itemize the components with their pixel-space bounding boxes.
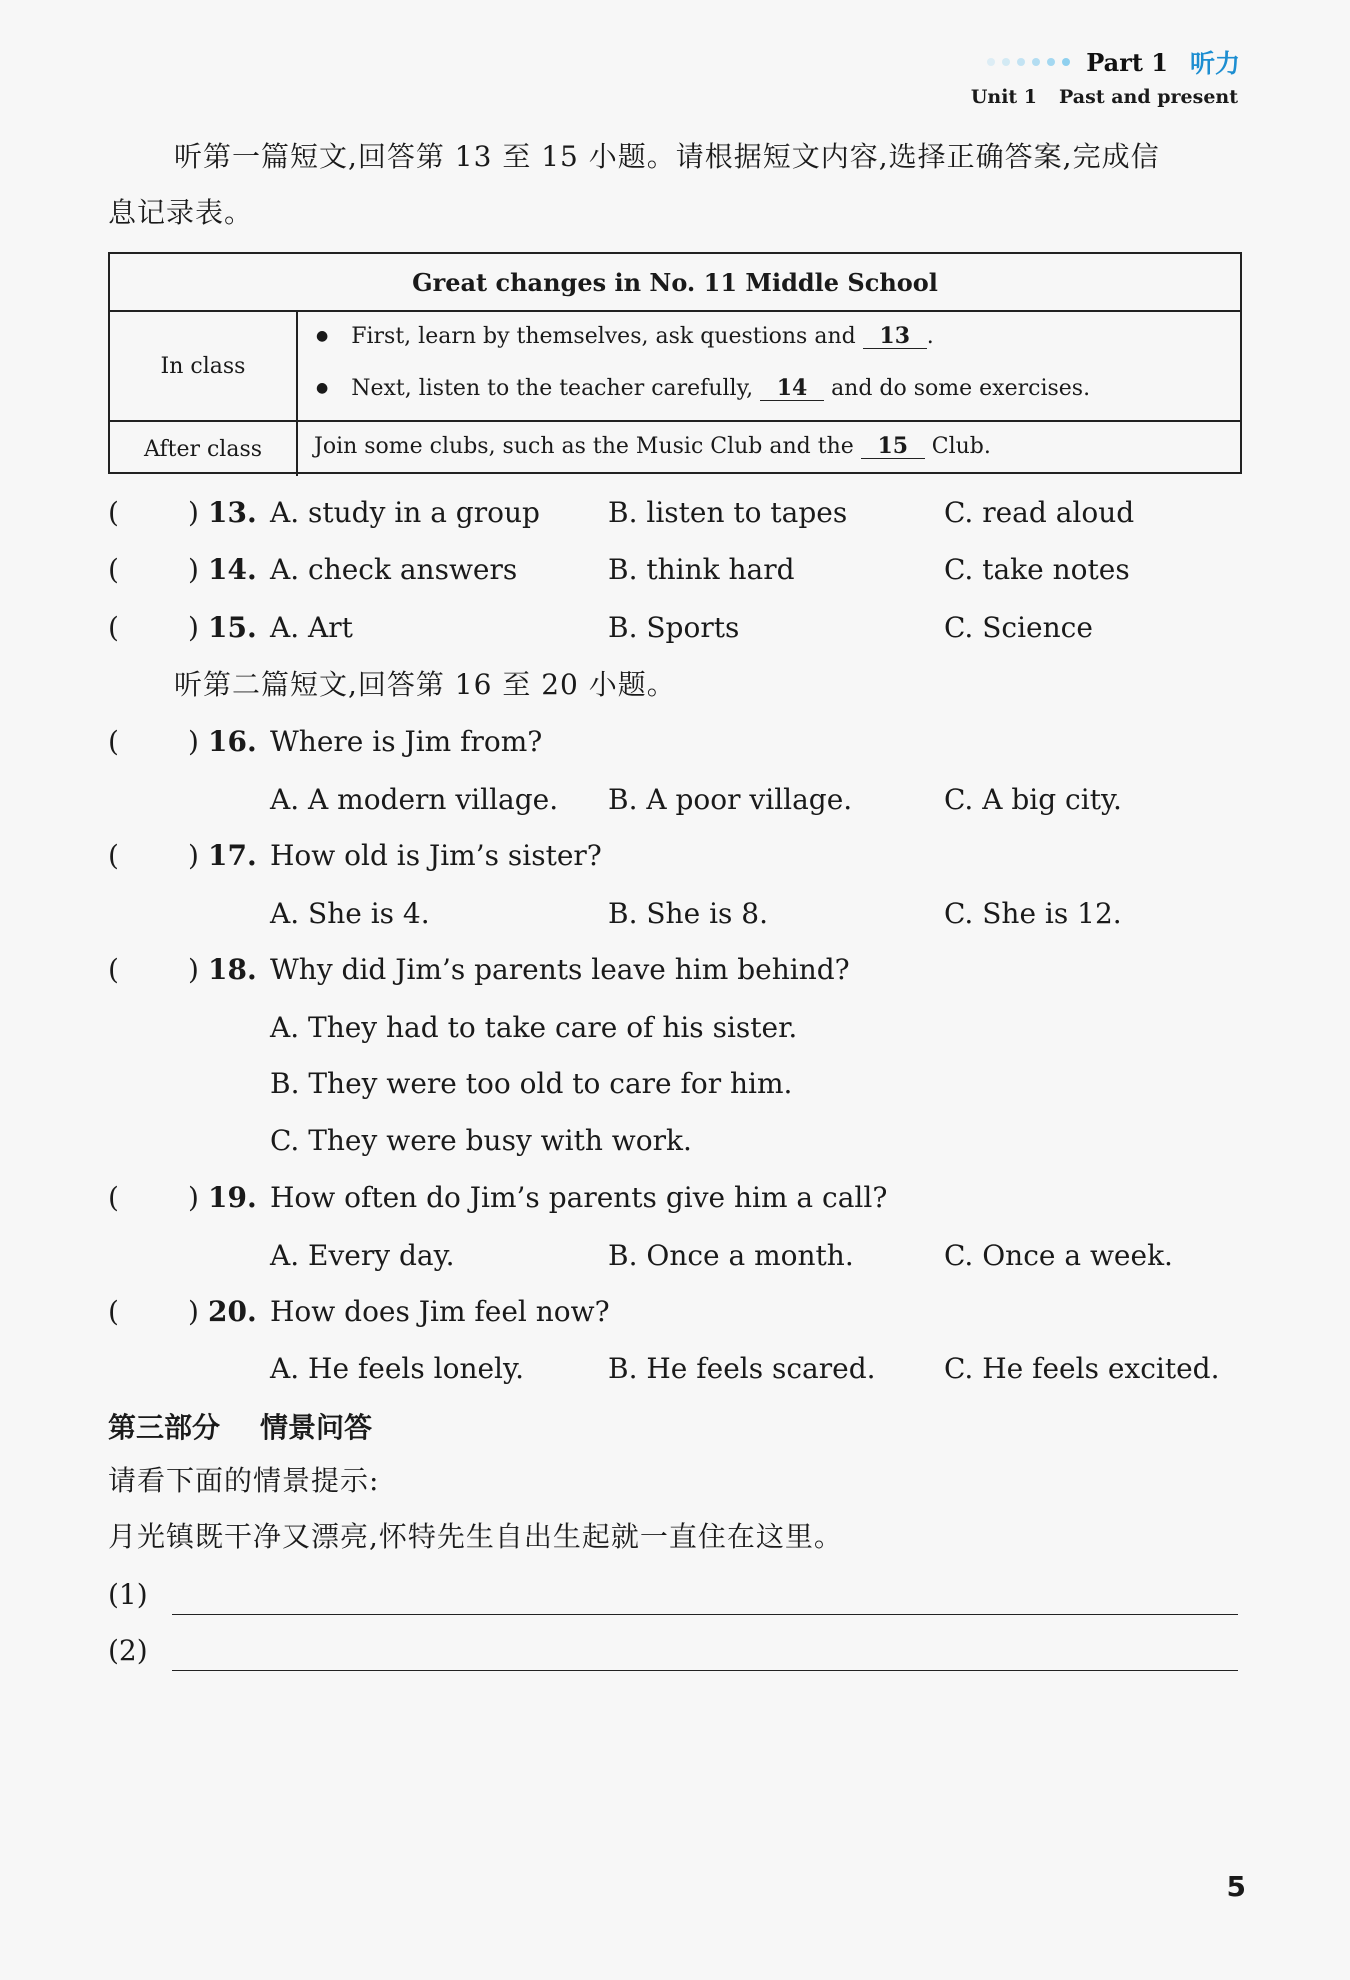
- option-a: A. check answers: [270, 553, 518, 586]
- blank-14: 14: [760, 376, 824, 401]
- option-a: A. Art: [270, 611, 353, 644]
- part3-subtitle: 情景问答: [260, 1411, 373, 1444]
- option-b: B. think hard: [608, 553, 795, 586]
- question-number: 15.: [208, 611, 257, 644]
- question-number: 18.: [208, 953, 257, 986]
- option-a: A. He feels lonely.: [270, 1352, 525, 1385]
- option-c: C. take notes: [944, 553, 1130, 586]
- answer-1-line[interactable]: [172, 1614, 1238, 1615]
- option-c: C. A big city.: [944, 783, 1122, 816]
- question-number: 19.: [208, 1181, 257, 1214]
- option-c: C. read aloud: [944, 496, 1135, 529]
- answer-2-label: (2): [108, 1634, 148, 1667]
- option-b: B. She is 8.: [608, 897, 769, 930]
- blank-13: 13: [863, 324, 927, 349]
- scenario-label: 请看下面的情景提示:: [108, 1464, 380, 1497]
- answer-paren-close: ): [188, 611, 199, 644]
- passage1-instruction-line2: 息记录表。: [108, 196, 254, 229]
- answer-1-label: (1): [108, 1578, 148, 1611]
- option-a: A. She is 4.: [270, 897, 430, 930]
- unit-label: Unit 1: [970, 86, 1038, 108]
- question-number: 13.: [208, 496, 257, 529]
- option-c: C. He feels excited.: [944, 1352, 1220, 1385]
- option-a: A. They had to take care of his sister.: [270, 1011, 798, 1044]
- question-number: 16.: [208, 725, 257, 758]
- answer-paren-close: ): [188, 1295, 199, 1328]
- answer-paren-close: ): [188, 496, 199, 529]
- bullet-first: ● First, learn by themselves, ask questions and 13 .: [316, 324, 934, 349]
- question-stem: Where is Jim from?: [270, 725, 543, 758]
- question-stem: How old is Jim’s sister?: [270, 839, 602, 872]
- blank-15: 15: [861, 434, 925, 459]
- answer-paren-close: ): [188, 725, 199, 758]
- decorative-dots: [987, 58, 1070, 66]
- table-row-in-class: [110, 312, 1240, 422]
- part3-title: 第三部分: [108, 1411, 221, 1444]
- option-b: B. Sports: [608, 611, 740, 644]
- question-stem: How does Jim feel now?: [270, 1295, 610, 1328]
- unit-title: Past and present: [1059, 86, 1238, 108]
- page-number: 5: [1226, 1870, 1246, 1903]
- question-number: 14.: [208, 553, 257, 586]
- table-title: Great changes in No. 11 Middle School: [110, 254, 1240, 312]
- table-row-after-class: [110, 422, 1240, 476]
- answer-paren-open: (: [108, 553, 119, 586]
- option-b: B. A poor village.: [608, 783, 853, 816]
- option-b: B. He feels scared.: [608, 1352, 876, 1385]
- option-c: C. She is 12.: [944, 897, 1122, 930]
- option-c: C. Science: [944, 611, 1093, 644]
- scenario-text: 月光镇既干净又漂亮,怀特先生自出生起就一直住在这里。: [108, 1520, 843, 1553]
- info-table: [108, 252, 1242, 474]
- option-a: A. A modern village.: [270, 783, 559, 816]
- page-header: [987, 44, 1240, 80]
- option-a: A. study in a group: [270, 496, 540, 529]
- answer-paren-close: ): [188, 553, 199, 586]
- answer-paren-close: ): [188, 1181, 199, 1214]
- answer-paren-close: ): [188, 839, 199, 872]
- option-a: A. Every day.: [270, 1239, 455, 1272]
- part3-heading: [108, 1406, 372, 1446]
- option-c: C. Once a week.: [944, 1239, 1173, 1272]
- passage2-instruction: 听第二篇短文,回答第 16 至 20 小题。: [174, 668, 676, 701]
- answer-paren-close: ): [188, 953, 199, 986]
- question-stem: Why did Jim’s parents leave him behind?: [270, 953, 850, 986]
- answer-paren-open: (: [108, 496, 119, 529]
- answer-paren-open: (: [108, 953, 119, 986]
- answer-paren-open: (: [108, 1181, 119, 1214]
- option-b: B. Once a month.: [608, 1239, 854, 1272]
- question-stem: How often do Jim’s parents give him a call?: [270, 1181, 888, 1214]
- option-c: C. They were busy with work.: [270, 1124, 692, 1157]
- answer-paren-open: (: [108, 611, 119, 644]
- answer-2-line[interactable]: [172, 1670, 1238, 1671]
- option-b: B. They were too old to care for him.: [270, 1067, 793, 1100]
- option-b: B. listen to tapes: [608, 496, 848, 529]
- after-class-label: After class: [110, 422, 298, 476]
- answer-paren-open: (: [108, 839, 119, 872]
- in-class-label: In class: [110, 312, 298, 420]
- section-label: 听力: [1189, 49, 1240, 78]
- part-label: Part 1: [1086, 47, 1168, 77]
- after-class-text: Join some clubs, such as the Music Club and the 15 Club.: [314, 433, 991, 459]
- bullet-next: ● Next, listen to the teacher carefully, 14 and do some exercises.: [316, 376, 1090, 401]
- unit-header: [971, 86, 1238, 108]
- passage1-instruction-line1: 听第一篇短文,回答第 13 至 15 小题。请根据短文内容,选择正确答案,完成信: [174, 140, 1160, 173]
- answer-paren-open: (: [108, 725, 119, 758]
- question-number: 17.: [208, 839, 257, 872]
- question-number: 20.: [208, 1295, 257, 1328]
- answer-paren-open: (: [108, 1295, 119, 1328]
